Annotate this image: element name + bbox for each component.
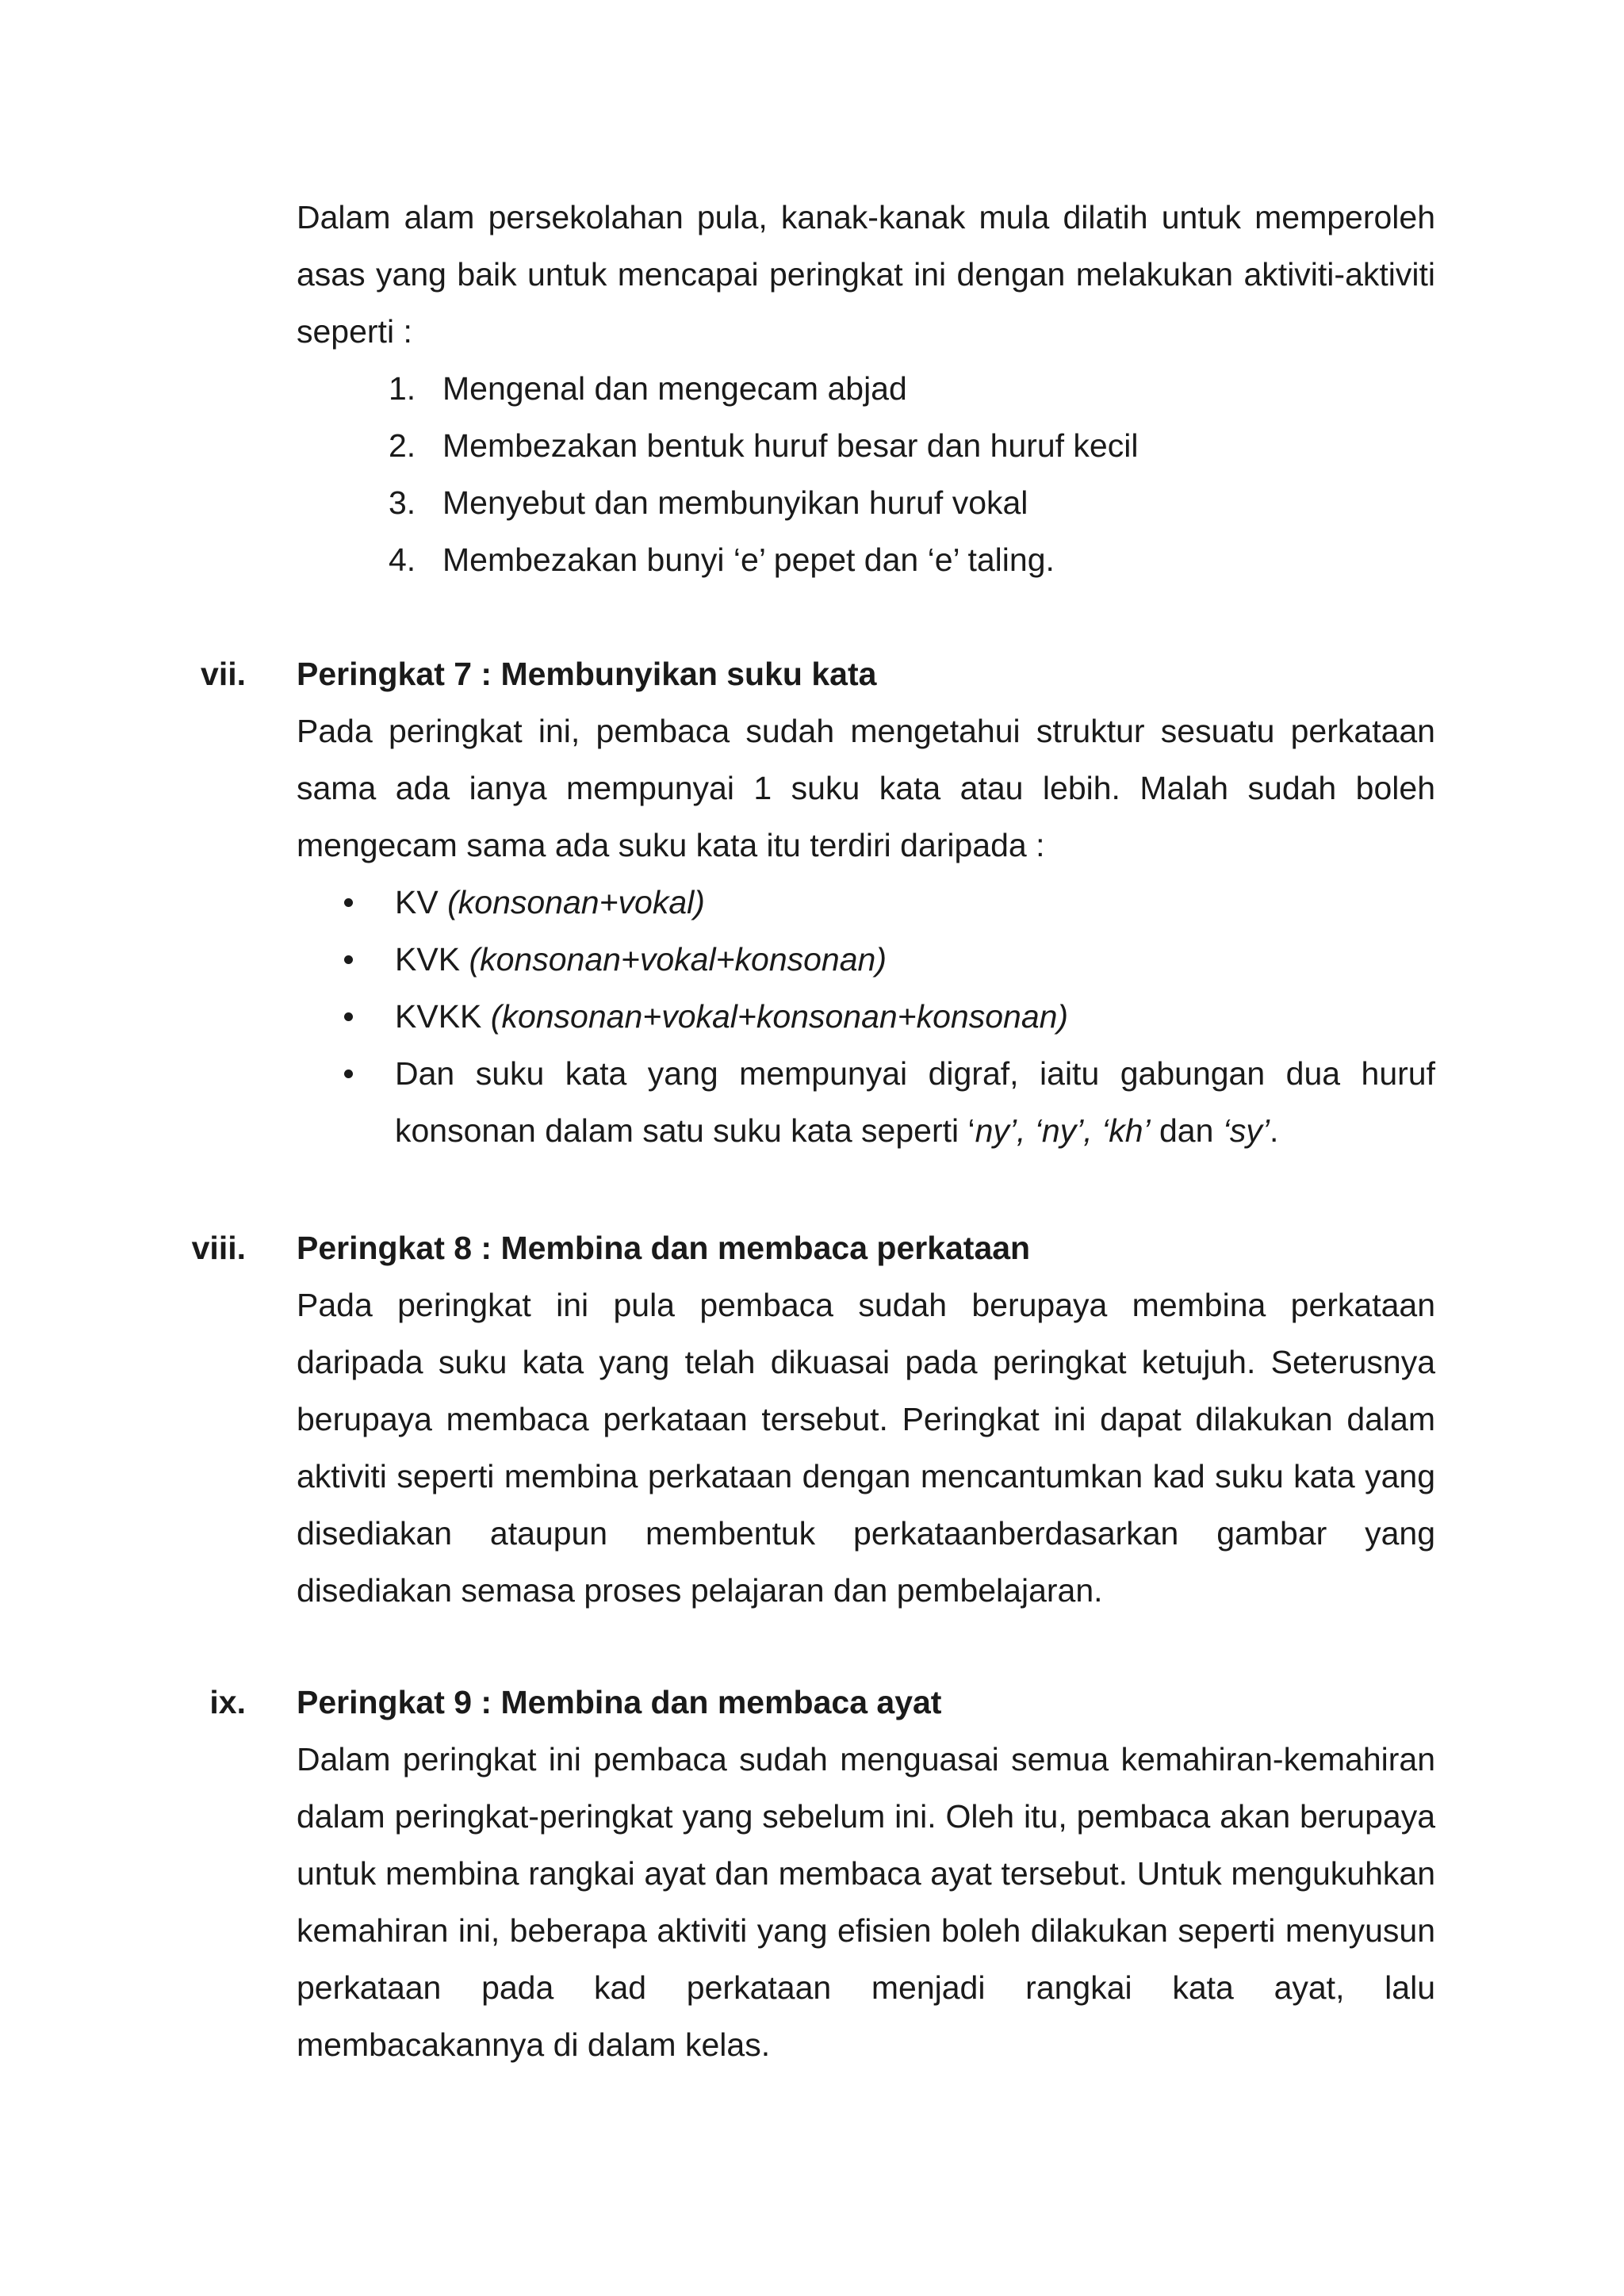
list-item xyxy=(341,988,1435,1045)
section-paragraph: Pada peringkat ini, pembaca sudah mengetahui struktur sesuatu perkataan sama ada ianya mempunyai 1 suku kata atau lebih. Malah sudah boleh mengecam sama ada suku kata itu terdiri daripada : xyxy=(297,713,1435,863)
list-item xyxy=(341,1045,1435,1159)
digraph-connector: dan xyxy=(1150,1112,1223,1149)
section-paragraph: Dalam peringkat ini pembaca sudah menguasai semua kemahiran-kemahiran dalam peringkat-peringkat yang sebelum ini. Oleh itu, pembaca akan berupaya untuk membina rangkai ayat dan membaca ayat tersebut. Untuk mengukuhkan kemahiran ini, beberapa aktiviti yang efisien boleh dilakukan seperti menyusun perkataan pada kad perkataan menjadi rangkai kata ayat, lalu membacakannya di dalam kelas. xyxy=(297,1741,1435,2063)
section-heading: Peringkat 9 : Membina dan membaca ayat xyxy=(297,1684,942,1720)
digraph-examples: ny’, ‘ny’, ‘kh’ xyxy=(975,1112,1151,1149)
list-item-text: Mengenal dan mengecam abjad xyxy=(442,370,907,407)
section-heading: Peringkat 7 : Membunyikan suku kata xyxy=(297,656,877,692)
list-item xyxy=(389,474,1138,531)
syllable-detail: (konsonan+vokal+konsonan) xyxy=(469,941,887,978)
list-item xyxy=(389,417,1138,474)
list-item xyxy=(389,531,1138,588)
list-item-text: Membezakan bentuk huruf besar dan huruf kecil xyxy=(442,427,1139,464)
syllable-code: KVK xyxy=(395,941,461,978)
list-item-number: 1. xyxy=(389,370,416,407)
bullet-icon xyxy=(344,898,353,907)
intro-paragraph: Dalam alam persekolahan pula, kanak-kanak mula dilatih untuk memperoleh asas yang baik untuk mencapai peringkat ini dengan melakukan aktiviti-aktiviti seperti : xyxy=(297,199,1435,350)
list-item xyxy=(389,360,1138,417)
syllable-code: KVKK xyxy=(395,998,482,1035)
section-heading: Peringkat 8 : Membina dan membaca perkataan xyxy=(297,1230,1031,1266)
list-item-text: Menyebut dan membunyikan huruf vokal xyxy=(442,484,1028,521)
digraph-text: Dan suku kata yang mempunyai digraf, iaitu gabungan dua huruf konsonan dalam satu suku kata seperti ‘ xyxy=(395,1055,1435,1149)
bullet-icon xyxy=(344,1012,353,1021)
section-numeral: vii. xyxy=(201,656,246,692)
digraph-end: . xyxy=(1270,1112,1279,1149)
syllable-detail: (konsonan+vokal+konsonan+konsonan) xyxy=(490,998,1069,1035)
list-item xyxy=(341,931,1435,988)
bullet-icon xyxy=(344,1070,353,1078)
list-item-number: 3. xyxy=(389,484,416,521)
list-item-number: 4. xyxy=(389,541,416,578)
bullet-icon xyxy=(344,955,353,964)
syllable-detail: (konsonan+vokal) xyxy=(447,884,705,920)
list-item-number: 2. xyxy=(389,427,416,464)
list-item-text: Membezakan bunyi ‘e’ pepet dan ‘e’ taling. xyxy=(442,541,1055,578)
section-numeral: viii. xyxy=(191,1230,246,1266)
digraph-last-example: ‘sy’ xyxy=(1222,1112,1270,1149)
section-paragraph: Pada peringkat ini pula pembaca sudah berupaya membina perkataan daripada suku kata yang telah dikuasai pada peringkat ketujuh. Seterusnya berupaya membaca perkataan tersebut. Peringkat ini dapat dilakukan dalam aktiviti seperti membina perkataan dengan mencantumkan kad suku kata yang disediakan ataupun membentuk perkataanberdasarkan gambar yang disediakan semasa proses pelajaran dan pembelajaran. xyxy=(297,1287,1435,1609)
intro-numbered-list xyxy=(389,360,1138,588)
section-numeral: ix. xyxy=(209,1684,246,1720)
syllable-bullet-list xyxy=(341,874,1435,1159)
syllable-code: KV xyxy=(395,884,439,920)
list-item xyxy=(341,874,1435,931)
